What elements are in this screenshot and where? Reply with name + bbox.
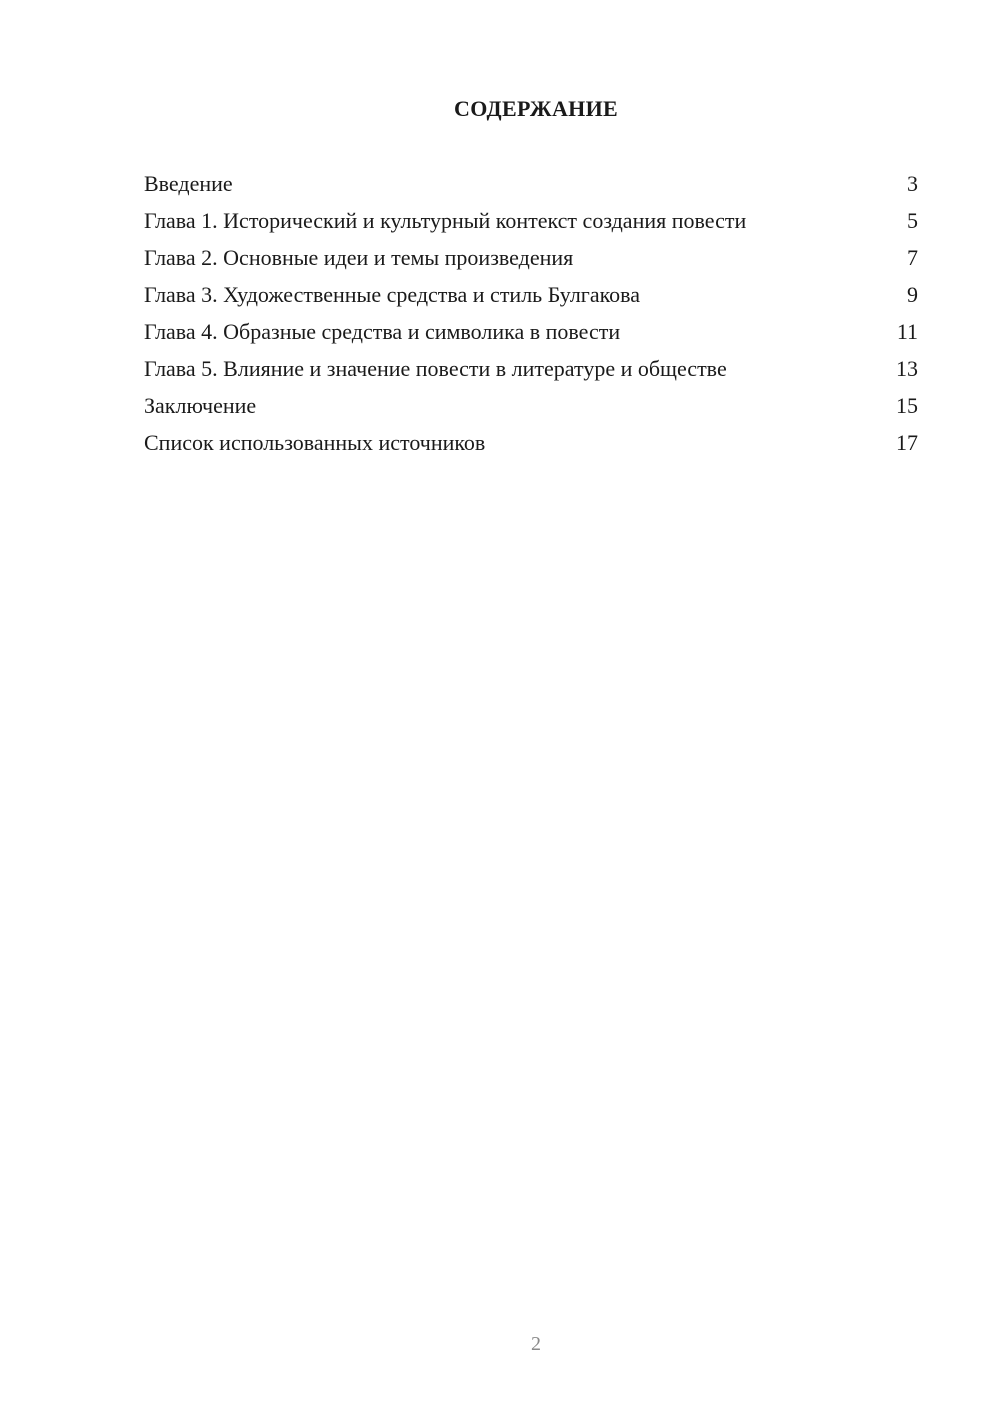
toc-entry-chapter-2: [144, 244, 918, 271]
toc-entry-label: Список использованных источников: [144, 430, 486, 455]
toc-entry-chapter-4: [144, 318, 918, 345]
toc-entry-introduction: [144, 170, 918, 197]
toc-entry-label: Глава 1. Исторический и культурный контекст создания повести: [144, 208, 747, 233]
toc-entry-page: 9: [907, 282, 918, 307]
page-number: 2: [531, 1333, 541, 1355]
toc-heading: СОДЕРЖАНИЕ: [454, 96, 618, 121]
toc-entry-label: Глава 5. Влияние и значение повести в литературе и обществе: [144, 356, 727, 381]
toc-entry-chapter-1: [144, 207, 918, 234]
toc-entry-page: 5: [907, 208, 918, 233]
toc-entry-page: 17: [896, 430, 918, 455]
toc-entry-page: 13: [896, 356, 918, 381]
toc-entry-page: 11: [896, 319, 918, 344]
toc-entry-page: 15: [896, 393, 918, 418]
toc-entry-chapter-3: [144, 281, 918, 308]
toc-entry-chapter-5: [144, 355, 918, 382]
toc-entry-conclusion: [144, 392, 918, 419]
toc-entry-label: Глава 2. Основные идеи и темы произведения: [144, 245, 574, 270]
table-of-contents: [144, 170, 918, 466]
toc-entry-label: Глава 3. Художественные средства и стиль Булгакова: [144, 282, 641, 307]
toc-entry-page: 7: [907, 245, 918, 270]
toc-entry-label: Заключение: [144, 393, 257, 418]
toc-entry-label: Глава 4. Образные средства и символика в повести: [144, 319, 621, 344]
toc-entry-page: 3: [907, 171, 918, 196]
toc-entry-references: [144, 429, 918, 456]
toc-entry-label: Введение: [144, 171, 233, 196]
